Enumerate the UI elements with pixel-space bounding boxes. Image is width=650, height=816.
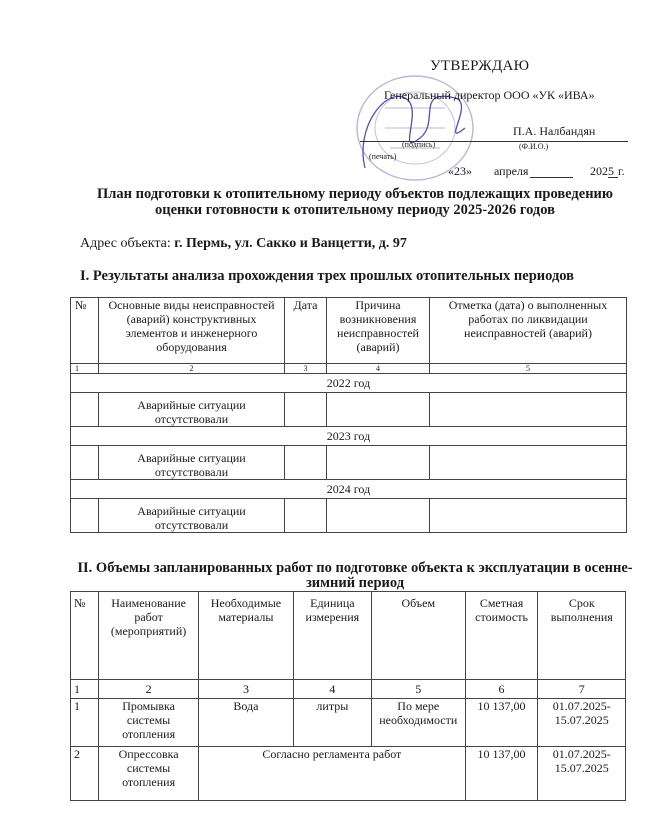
work-name: Промывка системы отопления	[99, 699, 199, 747]
col-number: 5	[371, 680, 465, 699]
fio-hint: (Ф.И.О.)	[519, 142, 549, 151]
works-table	[70, 591, 626, 801]
approval-day: «23»	[448, 164, 472, 178]
table-row	[71, 747, 626, 801]
column-number-row	[71, 364, 627, 374]
col-number: 2	[99, 680, 199, 699]
col-header: Срок выполнения	[538, 592, 626, 680]
approval-month: апреля	[494, 164, 529, 178]
incident-text: Аварийные ситуации отсутствовали	[99, 499, 285, 533]
col-header: Единица измерения	[293, 592, 371, 680]
col-header: Дата	[285, 298, 327, 364]
col-number: 2	[99, 364, 285, 374]
volume: По мере необходимости	[371, 699, 465, 747]
year-label: 2022 год	[71, 374, 627, 393]
table-row	[71, 446, 627, 480]
approval-year-suffix: г.	[618, 164, 625, 178]
term: 01.07.2025-15.07.2025	[538, 699, 626, 747]
col-number: 1	[71, 364, 99, 374]
approval-title: УТВЕРЖДАЮ	[430, 58, 530, 74]
table-header-row	[71, 298, 627, 364]
col-number: 4	[293, 680, 371, 699]
date-underline	[530, 177, 573, 178]
col-header: №	[71, 298, 99, 364]
incident-text: Аварийные ситуации отсутствовали	[99, 446, 285, 480]
col-header: Необходимые материалы	[199, 592, 294, 680]
col-number: 6	[465, 680, 538, 699]
col-header: №	[71, 592, 99, 680]
col-header: Объем	[371, 592, 465, 680]
merged-note: Согласно регламента работ	[199, 747, 466, 801]
year-row	[71, 374, 627, 393]
table-row	[71, 393, 627, 427]
history-table	[70, 297, 627, 533]
address-value: г. Пермь, ул. Сакко и Ванцетти, д. 97	[174, 236, 407, 251]
cost: 10 137,00	[465, 747, 538, 801]
approval-name: П.А. Налбандян	[513, 124, 596, 138]
year-underline	[608, 177, 618, 178]
address-label: Адрес объекта:	[80, 236, 171, 251]
address	[80, 236, 407, 252]
material: Вода	[199, 699, 294, 747]
section-1-title: I. Результаты анализа прохождения трех прошлых отопительных периодов	[80, 268, 575, 284]
document-title: План подготовки к отопительному периоду объектов подлежащих проведению оценки готовности к отопительному периоду 2025-2026 годов	[97, 186, 613, 218]
incident-text: Аварийные ситуации отсутствовали	[99, 393, 285, 427]
table-row	[71, 499, 627, 533]
year-label: 2023 год	[71, 427, 627, 446]
approval-year: 2025	[590, 164, 614, 178]
table-row	[71, 699, 626, 747]
cost: 10 137,00	[465, 699, 538, 747]
year-row	[71, 480, 627, 499]
col-number: 1	[71, 680, 99, 699]
year-row	[71, 427, 627, 446]
stamp-hint: (печать)	[369, 152, 397, 161]
row-number: 2	[71, 747, 99, 801]
col-header: Основные виды неисправностей (аварий) конструктивных элементов и инженерного оборудования	[99, 298, 285, 364]
signature-hint: (подпись)	[402, 140, 436, 149]
term: 01.07.2025-15.07.2025	[538, 747, 626, 801]
col-header: Наименование работ (мероприятий)	[99, 592, 199, 680]
col-number: 5	[430, 364, 627, 374]
col-number: 3	[285, 364, 327, 374]
row-number: 1	[71, 699, 99, 747]
column-number-row	[71, 680, 626, 699]
col-header: Причина возникновения неисправностей (аварий)	[327, 298, 430, 364]
work-name: Опрессовка системы отопления	[99, 747, 199, 801]
year-label: 2024 год	[71, 480, 627, 499]
table-header-row	[71, 592, 626, 680]
unit: литры	[293, 699, 371, 747]
col-header: Отметка (дата) о выполненных работах по ликвидации неисправностей (аварий)	[430, 298, 627, 364]
col-header: Сметная стоимость	[465, 592, 538, 680]
approval-position: Генеральный директор ООО «УК «ИВА»	[384, 88, 595, 102]
col-number: 3	[199, 680, 294, 699]
signature-line	[360, 141, 628, 142]
section-2-title: II. Объемы запланированных работ по подготовке объекта к эксплуатации в осенне-зимний период	[77, 560, 633, 591]
col-number: 4	[327, 364, 430, 374]
col-number: 7	[538, 680, 626, 699]
